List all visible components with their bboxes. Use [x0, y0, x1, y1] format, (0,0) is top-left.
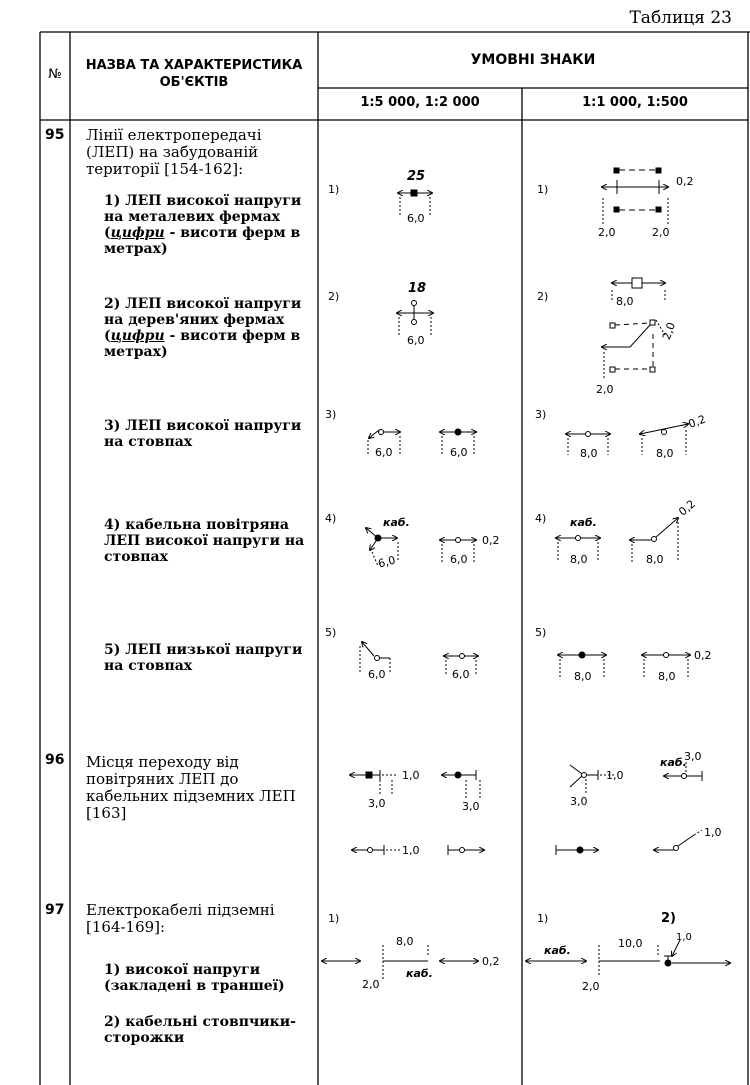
- row-item: 2) ЛЕП високої напруги на дерев'яних фермах (цифри - висоти ферм в метрах): [104, 296, 302, 360]
- cable-label: каб.: [406, 967, 433, 980]
- dimension-label: 3,0: [570, 795, 588, 808]
- row-name: Лінії електропередачі (ЛЕП) на забудованій території [154-162]:: [86, 126, 262, 178]
- dimension-label: 6,0: [450, 553, 468, 566]
- dimension-label: 8,0: [658, 670, 676, 683]
- dimension-label: 1,0: [704, 826, 722, 839]
- marker: 3): [535, 408, 547, 421]
- dimension-label: 0,2: [482, 534, 500, 547]
- row-number: 97: [45, 902, 65, 918]
- dimension-label: 2,0: [596, 383, 614, 396]
- dimension-label: 6,0: [375, 446, 393, 459]
- height-label: 25: [407, 169, 426, 184]
- dimension-label: 1,0: [606, 769, 624, 782]
- marker: 5): [325, 626, 337, 639]
- marker: 1): [537, 183, 549, 196]
- marker: 4): [535, 512, 547, 525]
- cable-label: каб.: [660, 756, 687, 769]
- row-item: 2) кабельні стовпчики-сторожки: [104, 1014, 296, 1046]
- table-caption: Таблиця 23: [629, 8, 732, 28]
- dimension-label: 2,0: [652, 226, 670, 239]
- dimension-label: 8,0: [580, 447, 598, 460]
- row-item: 3) ЛЕП високої напруги на стовпах: [104, 418, 302, 450]
- header-num: №: [48, 67, 62, 82]
- dimension-label: 10,0: [618, 937, 643, 950]
- marker: 2): [537, 290, 549, 303]
- dimension-label: 3,0: [368, 797, 386, 810]
- dimension-label: 0,2: [686, 412, 708, 431]
- row-number: 96: [45, 752, 65, 768]
- dimension-label: 2,0: [659, 320, 679, 342]
- row-item: 1) високої напруги (закладені в траншеї): [104, 962, 285, 994]
- row-item: 4) кабельна повітряна ЛЕП високої напруги на стовпах: [104, 517, 305, 565]
- cable-label: каб.: [383, 516, 410, 529]
- dimension-label: 6,0: [452, 668, 470, 681]
- header-scale-b: 1:1 000, 1:500: [582, 95, 688, 110]
- marker: 2): [328, 290, 340, 303]
- header-name: НАЗВА ТА ХАРАКТЕРИСТИКА ОБ'ЄКТІВ: [85, 58, 303, 90]
- dimension-label: 6,0: [368, 668, 386, 681]
- height-label: 18: [408, 281, 427, 296]
- cable-label: каб.: [570, 516, 597, 529]
- dimension-label: 6,0: [376, 553, 397, 571]
- dimension-label: 0,2: [694, 649, 712, 662]
- marker: 5): [535, 626, 547, 639]
- dimension-label: 8,0: [646, 553, 664, 566]
- dimension-label: 3,0: [684, 750, 702, 763]
- header-signs: УМОВНІ ЗНАКИ: [470, 52, 596, 68]
- dimension-label: 1,0: [676, 932, 692, 943]
- marker: 1): [328, 183, 340, 196]
- row-item: 5) ЛЕП низької напруги на стовпах: [104, 642, 303, 674]
- dimension-label: 1,0: [402, 844, 420, 857]
- dimension-label: 3,0: [462, 800, 480, 813]
- dimension-label: 6,0: [407, 212, 425, 225]
- dimension-label: 2,0: [362, 978, 380, 991]
- dimension-label: 8,0: [396, 935, 414, 948]
- dimension-label: 6,0: [450, 446, 468, 459]
- header-scale-a: 1:5 000, 1:2 000: [360, 95, 480, 110]
- dimension-label: 2,0: [582, 980, 600, 993]
- row-name: Електрокабелі підземні [164-169]:: [86, 901, 275, 936]
- row-number: 95: [45, 127, 65, 143]
- marker: 4): [325, 512, 337, 525]
- dimension-label: 6,0: [407, 334, 425, 347]
- dimension-label: 0,2: [482, 955, 500, 968]
- cable-label: каб.: [544, 944, 571, 957]
- marker: 1): [328, 912, 340, 925]
- row-name: Місця переходу від повітряних ЛЕП до кабельних підземних ЛЕП [163]: [86, 753, 296, 822]
- dimension-label: 8,0: [656, 447, 674, 460]
- row-item: 1) ЛЕП високої напруги на металевих фермах (цифри - висоти ферм в метрах): [104, 193, 302, 257]
- marker: 1): [537, 912, 549, 925]
- dimension-label: 8,0: [616, 295, 634, 308]
- dimension-label: 0,2: [676, 497, 698, 519]
- dimension-label: 1,0: [402, 769, 420, 782]
- dimension-label: 0,2: [676, 175, 694, 188]
- marker: 2): [661, 911, 676, 926]
- marker: 3): [325, 408, 337, 421]
- dimension-label: 8,0: [570, 553, 588, 566]
- dimension-label: 8,0: [574, 670, 592, 683]
- dimension-label: 2,0: [598, 226, 616, 239]
